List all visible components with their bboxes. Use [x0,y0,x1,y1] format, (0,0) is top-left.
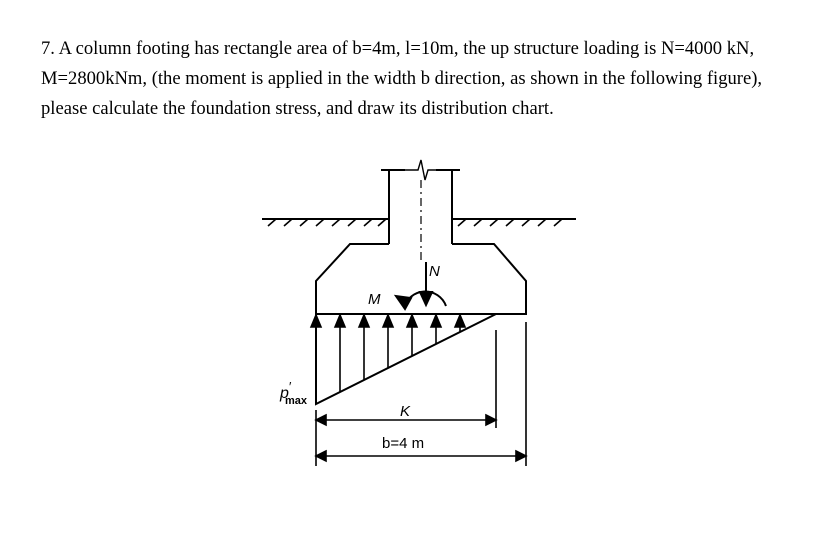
label-n: N [429,263,440,280]
label-pmax-prime: ′ [289,379,292,394]
label-pmax-sub: max [285,395,308,407]
pressure-arrows [311,315,465,404]
problem-line-3: please calculate the foundation stress, and draw its distribution chart. [41,98,554,119]
ground-line-right [452,219,576,226]
label-b: b=4 m [382,435,425,452]
problem-line-2: M=2800kNm, (the moment is applied in the width b direction, as shown in the following figure), [41,68,763,89]
label-pmax [279,379,308,407]
label-pmax-main: p [280,385,289,402]
label-m: M [368,291,381,308]
ground-line-left [262,219,389,226]
label-k: K [400,403,411,420]
problem-line-1: 7. A column footing has rectangle area of b=4m, l=10m, the up structure loading is N=4000 kN, [41,38,755,59]
